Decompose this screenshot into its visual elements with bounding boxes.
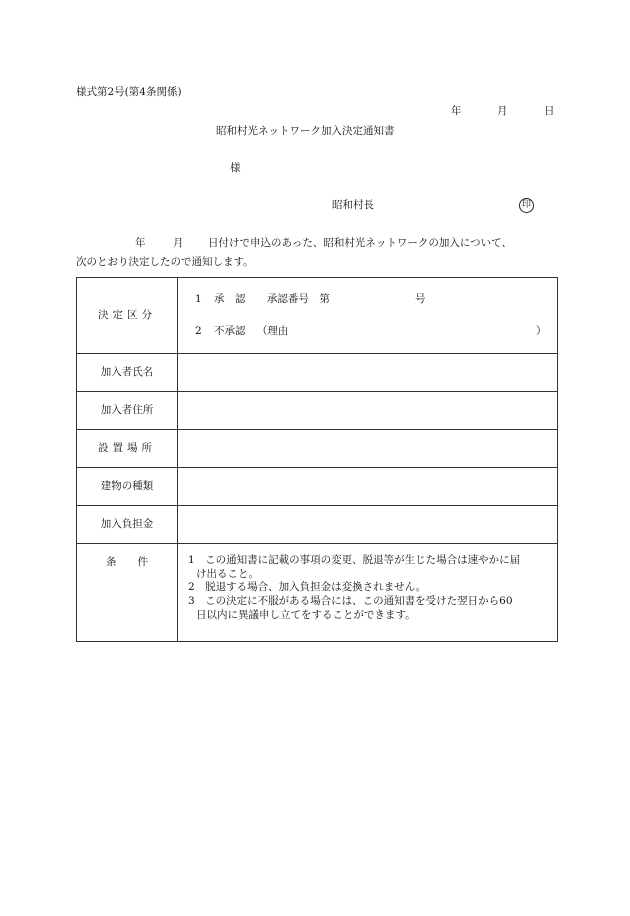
intro-year: 年 — [135, 237, 146, 249]
intro-line2: 次のとおり決定したので通知します。 — [76, 256, 254, 268]
option2-number: 2 — [195, 325, 202, 337]
form-number: 様式第2号(第4条関係) — [76, 86, 182, 98]
conditions-row — [77, 544, 558, 642]
conditions-value — [178, 544, 558, 642]
addressee-suffix: 様 — [230, 162, 241, 174]
option2-label: 不承認 — [214, 325, 246, 337]
decision-value — [178, 278, 558, 354]
condition-1: 1 この通知書に記載の事項の変更、脱退等が生じた場合は速やかに届 — [188, 554, 521, 566]
seal-icon: 印 — [519, 198, 534, 213]
condition-3: 3 この決定に不服がある場合には、この通知書を受けた翌日から60 — [188, 594, 513, 607]
row-label-location: 設置場所 — [77, 430, 178, 468]
row-label-name: 加入者氏名 — [77, 354, 178, 392]
approval-number-suffix: 号 — [415, 293, 426, 305]
date-year: 年 — [451, 105, 462, 117]
date-month: 月 — [497, 105, 508, 117]
option1-number: 1 — [195, 293, 202, 305]
decision-label: 決定区分 — [77, 278, 178, 354]
table-row — [77, 430, 558, 468]
row-value-fee — [178, 506, 558, 544]
row-value-address — [178, 392, 558, 430]
reason-open: （理由 — [256, 325, 289, 337]
condition-3-cont: 日以内に異議申し立てをすることができます。 — [196, 608, 416, 621]
intro-month: 月 — [173, 237, 184, 249]
date-day: 日 — [544, 105, 555, 117]
row-label-building: 建物の種類 — [77, 468, 178, 506]
decision-row — [77, 278, 558, 354]
reason-close: ） — [536, 325, 547, 337]
notice-table — [76, 277, 558, 642]
row-value-name — [178, 354, 558, 392]
issuer: 昭和村長 — [332, 199, 374, 211]
table-row — [77, 468, 558, 506]
row-label-fee: 加入負担金 — [77, 506, 178, 544]
conditions-label: 条 件 — [77, 544, 178, 642]
option1-label: 承 認 — [214, 293, 246, 305]
table-row — [77, 392, 558, 430]
row-label-address: 加入者住所 — [77, 392, 178, 430]
row-value-building — [178, 468, 558, 506]
row-value-location — [178, 430, 558, 468]
table-row — [77, 506, 558, 544]
table-row — [77, 354, 558, 392]
document-title: 昭和村光ネットワーク加入決定通知書 — [216, 125, 395, 137]
condition-2: 2 脱退する場合、加入負担金は変換されません。 — [188, 581, 427, 594]
approval-number-label: 承認番号 第 — [266, 293, 330, 305]
intro-line1: 日付けで申込のあった、昭和村光ネットワークの加入について、 — [208, 237, 512, 249]
condition-1-cont: け出ること。 — [196, 567, 259, 580]
